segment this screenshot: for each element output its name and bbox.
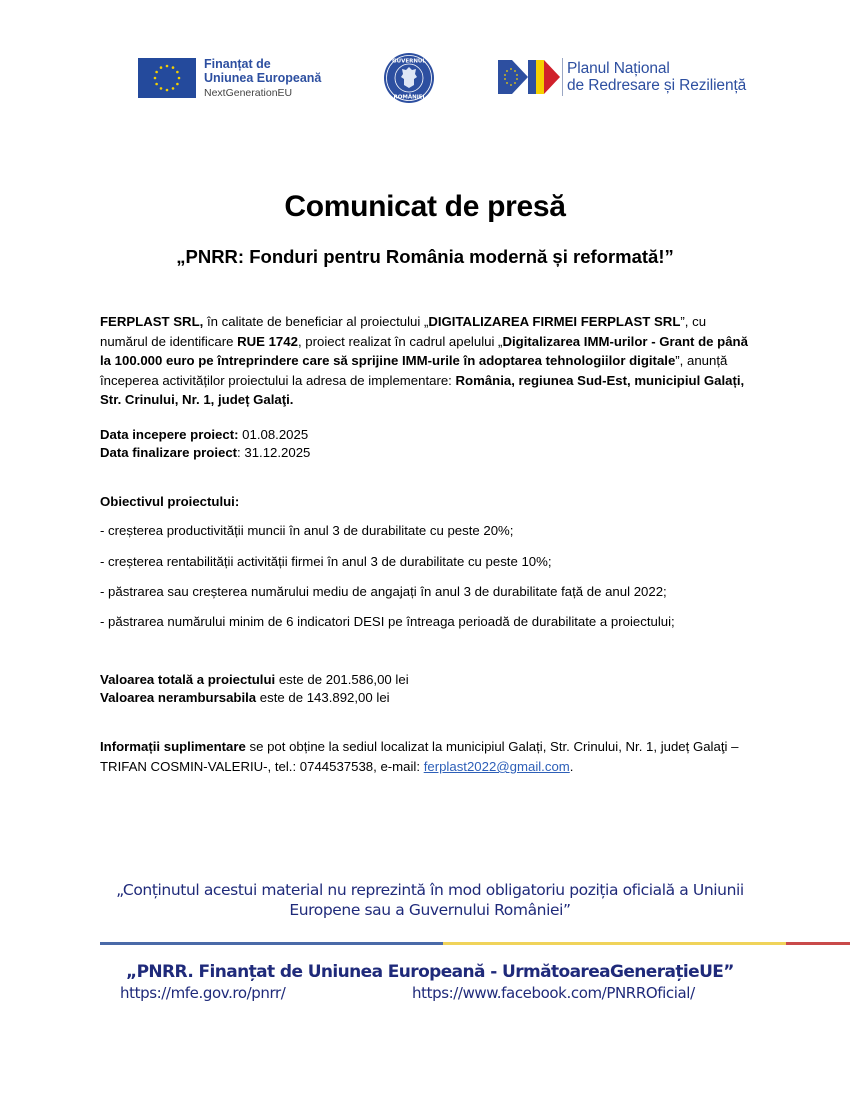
divider-yellow-segment — [443, 942, 786, 945]
eu-logo-line3: NextGenerationEU — [204, 86, 293, 99]
eu-logo-line1: Finanțat de — [204, 57, 271, 71]
objective-item: - păstrarea sau creșterea numărului mediu de angajați în anul 3 de durabilitate față de anul 2022; — [100, 584, 667, 599]
beneficiary-name: FERPLAST SRL, — [100, 314, 204, 329]
project-dates — [100, 426, 755, 462]
svg-text:GUVERNUL: GUVERNUL — [392, 58, 426, 65]
objective-item: - creșterea rentabilității activității firmei în anul 3 de durabilitate cu peste 10%; — [100, 554, 552, 569]
email-link[interactable]: ferplast2022@gmail.com — [423, 759, 570, 774]
page-subtitle: „PNRR: Fonduri pentru România modernă și reformată!” — [176, 246, 674, 267]
end-date-label: Data finalizare proiect — [100, 445, 238, 460]
nonrefundable-value-row — [100, 689, 755, 707]
project-name: DIGITALIZAREA FIRMEI FERPLAST SRL — [428, 314, 681, 329]
intro-text-4: ”, anunță începerea activităților proiectului la adresa de implementare: — [100, 353, 728, 388]
disclaimer-text: „Conținutul acestui material nu reprezintă în mod obligatoriu poziția oficială a Uniunii Europene sau a Guvernului României” — [116, 881, 744, 919]
total-value-label: Valoarea totală a proiectului — [100, 672, 276, 687]
contact-text: se pot obține la sediul localizat la municipiul Galați, Str. Crinului, Nr. 1, județ Galaţi – TRIFAN COSMIN-VALERIU-, tel.: 0744537538, e-mail: — [100, 739, 739, 774]
divider-red-segment — [786, 942, 850, 945]
pnrr-logo-text — [567, 60, 746, 94]
eu-logo-line2: Uniunea Europeană — [204, 71, 322, 86]
objective-item: - păstrarea numărului minim de 6 indicatori DESI pe întreaga perioadă de durabilitate a proiectului; — [100, 614, 675, 629]
pnrr-arrows-icon — [498, 60, 560, 94]
eu-funding-logo — [138, 57, 321, 99]
total-value-row — [100, 671, 755, 689]
start-date-value: 01.08.2025 — [238, 427, 309, 442]
nonrefundable-value-text: este de 143.892,00 lei — [256, 690, 390, 705]
intro-text-3: , proiect realizat în cadrul apelului „ — [297, 333, 503, 349]
nonrefundable-value-label: Valoarea nerambursabila — [100, 690, 257, 705]
project-values — [100, 671, 755, 707]
end-date-value: : 31.12.2025 — [237, 445, 311, 460]
pnrr-logo — [498, 58, 746, 96]
project-id: RUE 1742 — [237, 333, 298, 349]
intro-text-1: în calitate de beneficiar al proiectului „ — [203, 314, 429, 329]
pnrr-logo-line2: de Redresare și Reziliență — [567, 77, 747, 94]
divider-blue-segment — [100, 942, 443, 945]
pnrr-logo-divider — [562, 58, 563, 96]
start-date-row — [100, 426, 755, 444]
intro-paragraph — [100, 312, 755, 410]
header-logos — [0, 50, 850, 110]
eu-logo-text — [204, 57, 321, 99]
contact-end: . — [569, 759, 574, 774]
objective-item: - creșterea productivității muncii în anul 3 de durabilitate cu peste 20%; — [100, 523, 514, 538]
eu-flag-icon — [138, 58, 196, 98]
implementation-address: România, regiunea Sud-Est, municipiul Galați, Str. Crinului, Nr. 1, județ Galaţi. — [100, 372, 745, 407]
footer-tagline: „PNRR. Finanțat de Uniunea Europeană - UrmătoareaGenerațieUE” — [126, 962, 734, 982]
mfe-link[interactable]: https://mfe.gov.ro/pnrr/ — [120, 984, 286, 1002]
footer-links — [120, 984, 695, 1002]
contact-label: Informații suplimentare — [100, 739, 246, 754]
page-title: Comunicat de presă — [284, 190, 566, 223]
guvernul-romaniei-seal-icon — [383, 52, 435, 104]
end-date-row — [100, 444, 755, 462]
tricolor-divider — [100, 942, 850, 945]
start-date-label: Data incepere proiect: — [100, 427, 239, 442]
pnrr-logo-line1: Planul Național — [567, 59, 670, 77]
objectives-heading: Obiectivul proiectului: — [100, 494, 240, 509]
facebook-link[interactable]: https://www.facebook.com/PNRROficial/ — [412, 984, 695, 1002]
total-value-text: este de 201.586,00 lei — [275, 672, 409, 687]
call-name: Digitalizarea IMM-urilor - Grant de până la 100.000 euro pe întreprindere care să sprijine IMM-urile în adoptarea tehnologiilor digitale — [100, 333, 748, 368]
svg-text:ROMÂNIEI: ROMÂNIEI — [393, 94, 425, 101]
intro-text-2: ”, cu numărul de identificare — [100, 314, 707, 349]
contact-info — [100, 737, 755, 777]
